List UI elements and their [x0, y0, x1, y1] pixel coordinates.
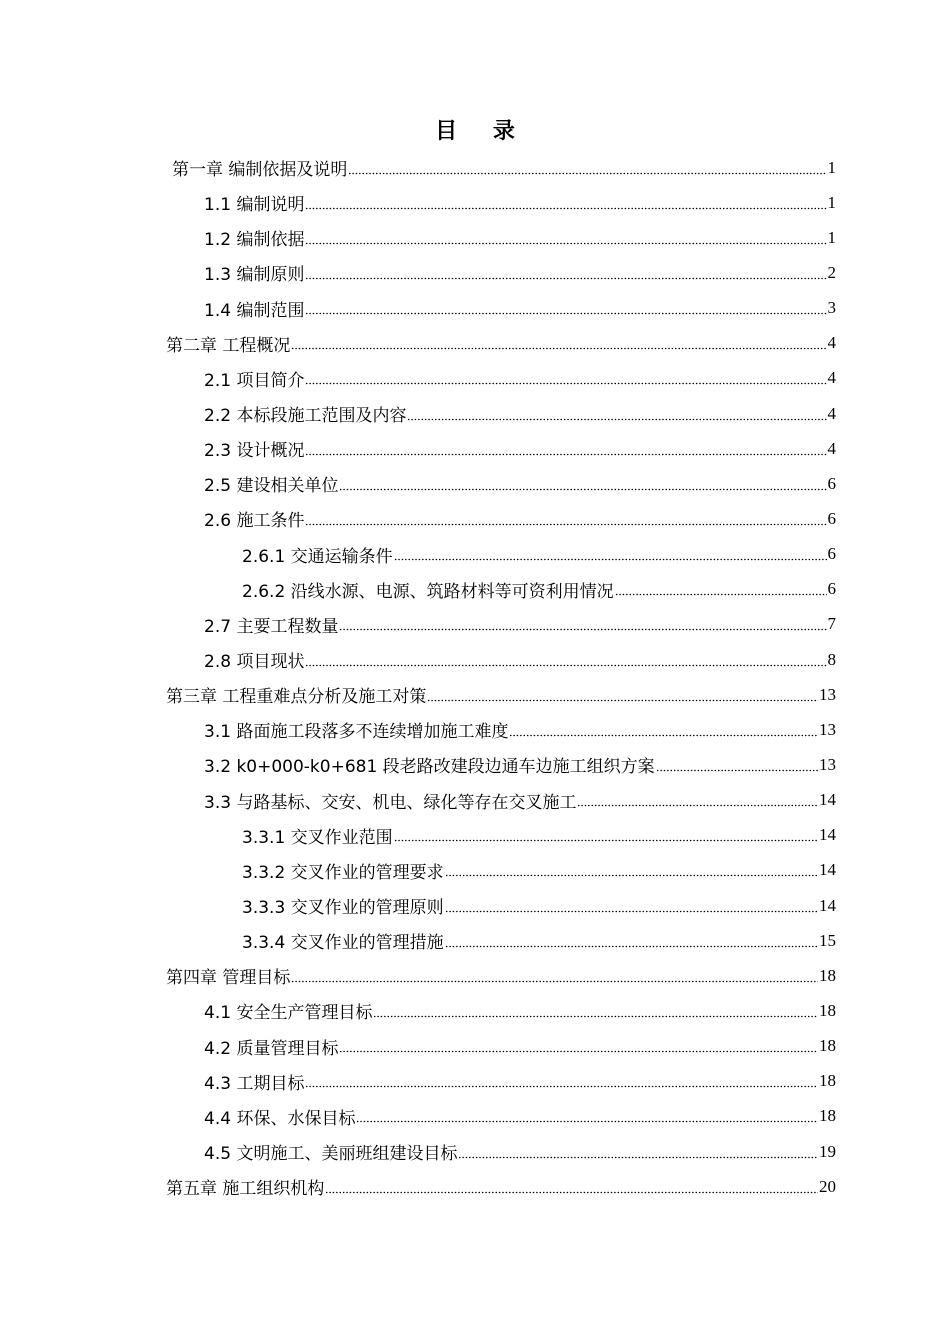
toc-page-number: 4: [827, 333, 836, 353]
toc-page-number: 19: [819, 1141, 836, 1161]
toc-entry[interactable]: [0, 993, 950, 1028]
toc-dot-leader: [291, 334, 826, 352]
toc-entry-title: 第五章 施工组织机构: [166, 1179, 325, 1200]
toc-entry[interactable]: [0, 958, 950, 993]
toc-page-number: 3: [827, 298, 836, 318]
toc-page-number: 7: [827, 614, 836, 634]
toc-entry[interactable]: [0, 783, 950, 818]
toc-dot-leader: [394, 545, 827, 563]
toc-entry-title: 2.2 本标段施工范围及内容: [204, 406, 407, 427]
toc-entry[interactable]: [0, 818, 950, 853]
toc-dot-leader: [445, 861, 818, 879]
toc-dot-leader: [458, 1143, 818, 1161]
toc-entry-title: 4.2 质量管理目标: [204, 1038, 339, 1059]
toc-dot-leader: [356, 1107, 818, 1125]
toc-entry-title: 1.1 编制说明: [204, 195, 305, 216]
toc-page-number: 8: [827, 649, 836, 669]
toc-page-number: 13: [819, 719, 836, 739]
toc-entry[interactable]: [0, 431, 950, 466]
toc-entry[interactable]: [0, 888, 950, 923]
toc-dot-leader: [348, 159, 826, 177]
toc-entry-title: 1.4 编制范围: [204, 300, 305, 321]
toc-entry[interactable]: [0, 501, 950, 536]
toc-dot-leader: [305, 264, 826, 282]
toc-entry[interactable]: [0, 923, 950, 958]
table-of-contents: [0, 150, 950, 1204]
toc-dot-leader: [427, 686, 818, 704]
toc-page-number: 18: [819, 1106, 836, 1126]
toc-entry[interactable]: [0, 291, 950, 326]
toc-entry-title: 3.3.3 交叉作业的管理原则: [242, 898, 444, 919]
toc-entry[interactable]: [0, 326, 950, 361]
toc-entry-title: 2.5 建设相关单位: [204, 476, 339, 497]
toc-page-number: 14: [819, 860, 836, 880]
toc-dot-leader: [305, 194, 826, 212]
toc-entry-title: 3.3 与路基标、交安、机电、绿化等存在交叉施工: [204, 792, 577, 813]
toc-entry-title: 第二章 工程概况: [166, 335, 291, 356]
toc-entry-title: 4.4 环保、水保目标: [204, 1108, 356, 1129]
toc-page-number: 1: [827, 227, 836, 247]
toc-dot-leader: [339, 1037, 818, 1055]
toc-entry-title: 1.3 编制原则: [204, 265, 305, 286]
toc-dot-leader: [407, 405, 826, 423]
toc-entry[interactable]: [0, 853, 950, 888]
page-title: 目 录: [435, 119, 529, 144]
toc-page-number: 6: [827, 473, 836, 493]
toc-entry-title: 3.3.2 交叉作业的管理要求: [242, 862, 444, 883]
toc-page-number: 13: [819, 684, 836, 704]
toc-dot-leader: [339, 475, 826, 493]
toc-page-number: 18: [819, 1071, 836, 1091]
toc-entry[interactable]: [0, 747, 950, 782]
toc-dot-leader: [305, 651, 826, 669]
toc-page-number: 6: [827, 544, 836, 564]
toc-entry-title: 2.1 项目简介: [204, 370, 305, 391]
toc-entry-title: 4.5 文明施工、美丽班组建设目标: [204, 1144, 458, 1164]
toc-entry-title: 2.8 项目现状: [204, 652, 305, 673]
toc-dot-leader: [339, 615, 826, 633]
toc-entry-title: 4.3 工期目标: [204, 1073, 305, 1094]
toc-page-number: 18: [819, 965, 836, 985]
toc-entry[interactable]: [0, 255, 950, 290]
toc-dot-leader: [373, 1002, 818, 1020]
toc-page-number: 1: [827, 157, 836, 177]
toc-page-number: 1: [827, 192, 836, 212]
toc-entry-title: 2.6.1 交通运输条件: [242, 546, 393, 567]
toc-entry-title: 2.7 主要工程数量: [204, 616, 339, 637]
toc-entry[interactable]: [0, 185, 950, 220]
toc-dot-leader: [656, 756, 818, 774]
toc-dot-leader: [445, 932, 818, 950]
toc-dot-leader: [445, 897, 818, 915]
toc-entry[interactable]: [0, 572, 950, 607]
toc-entry[interactable]: [0, 396, 950, 431]
toc-dot-leader: [325, 1178, 818, 1196]
toc-entry-title: 1.2 编制依据: [204, 230, 305, 251]
toc-page-number: 18: [819, 1036, 836, 1056]
toc-dot-leader: [509, 721, 818, 739]
toc-dot-leader: [615, 580, 827, 598]
toc-entry-title: 3.2 k0+000-k0+681 段老路改建段边通车边施工组织方案: [204, 757, 655, 778]
toc-page-number: 6: [827, 508, 836, 528]
toc-dot-leader: [305, 510, 826, 528]
toc-dot-leader: [305, 1072, 818, 1090]
toc-entry-title: 第三章 工程重难点分析及施工对策: [166, 687, 427, 708]
toc-page-number: 4: [827, 438, 836, 458]
toc-entry[interactable]: [0, 361, 950, 396]
toc-entry[interactable]: [0, 1099, 950, 1134]
toc-dot-leader: [305, 369, 826, 387]
toc-entry[interactable]: [0, 607, 950, 642]
toc-entry-title: 2.3 设计概况: [204, 441, 305, 462]
toc-page-number: 18: [819, 1000, 836, 1020]
toc-entry-title: 第四章 管理目标: [166, 968, 291, 989]
toc-page-number: 4: [827, 368, 836, 388]
toc-page-number: 14: [819, 825, 836, 845]
toc-entry[interactable]: [0, 642, 950, 677]
toc-entry[interactable]: [0, 150, 950, 185]
toc-entry-title: 3.3.1 交叉作业范围: [242, 827, 393, 848]
toc-dot-leader: [305, 229, 826, 247]
toc-entry[interactable]: [0, 677, 950, 712]
toc-page-number: 14: [819, 895, 836, 915]
toc-page-number: 4: [827, 403, 836, 423]
toc-page-number: 20: [819, 1176, 836, 1196]
toc-entry-title: 4.1 安全生产管理目标: [204, 1003, 373, 1024]
toc-dot-leader: [291, 967, 818, 985]
toc-entry[interactable]: [0, 712, 950, 747]
toc-dot-leader: [394, 826, 818, 844]
toc-page-number: 13: [819, 754, 836, 774]
toc-entry-title: 第一章 编制依据及说明: [172, 160, 348, 181]
toc-entry[interactable]: [0, 1134, 950, 1169]
toc-entry[interactable]: [0, 466, 950, 501]
toc-entry[interactable]: [0, 537, 950, 572]
toc-page-number: 6: [827, 579, 836, 599]
toc-entry-title: 3.1 路面施工段落多不连续增加施工难度: [204, 722, 509, 743]
toc-entry[interactable]: [0, 1064, 950, 1099]
toc-entry-title: 3.3.4 交叉作业的管理措施: [242, 933, 444, 954]
toc-entry-title: 2.6 施工条件: [204, 511, 305, 532]
toc-entry[interactable]: [0, 1029, 950, 1064]
toc-page-number: 15: [819, 930, 836, 950]
toc-entry[interactable]: [0, 220, 950, 255]
toc-dot-leader: [577, 791, 818, 809]
toc-entry-title: 2.6.2 沿线水源、电源、筑路材料等可资利用情况: [242, 581, 614, 602]
toc-entry[interactable]: [0, 1169, 950, 1204]
toc-page-number: 2: [827, 262, 836, 282]
toc-dot-leader: [305, 299, 826, 317]
toc-page-number: 14: [819, 790, 836, 810]
toc-dot-leader: [305, 440, 826, 458]
